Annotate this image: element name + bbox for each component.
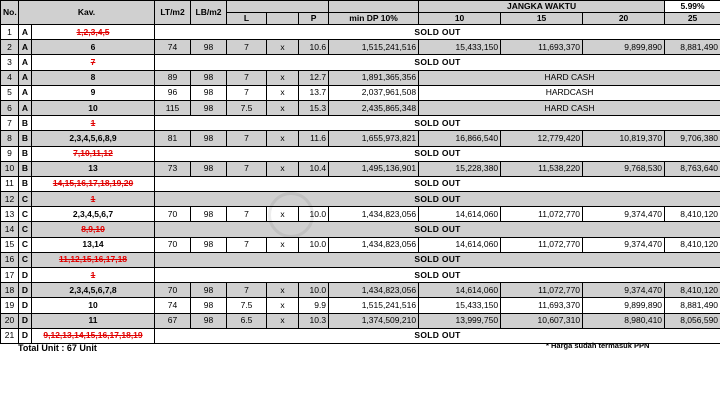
installment-15y: 11,072,770 <box>501 237 583 252</box>
kavling-numbers: 9 <box>32 85 155 100</box>
sold-out-label: SOLD OUT <box>155 328 720 343</box>
table-row <box>1 55 720 70</box>
table-row <box>1 207 720 222</box>
watermark-logo <box>268 192 314 238</box>
installment-25y: 8,410,120 <box>665 237 720 252</box>
block-letter: A <box>19 25 32 40</box>
table-row <box>1 298 720 313</box>
kavling-cell <box>32 146 155 161</box>
kavling-sold-numbers: 1 <box>90 117 96 128</box>
col-term-15-header: 15 <box>501 13 583 25</box>
dimension-separator: x <box>267 40 299 55</box>
col-lb-header: LB/m2 <box>191 1 227 25</box>
installment-20y: 9,374,470 <box>583 283 665 298</box>
col-no-header: No. <box>1 1 19 25</box>
building-area: 98 <box>191 237 227 252</box>
min-down-payment: 1,374,509,210 <box>329 313 419 328</box>
installment-15y: 11,693,370 <box>501 298 583 313</box>
installment-15y: 11,072,770 <box>501 283 583 298</box>
min-down-payment: 1,434,823,056 <box>329 207 419 222</box>
min-down-payment: 1,515,241,516 <box>329 40 419 55</box>
building-area: 98 <box>191 313 227 328</box>
lot-length: 10.0 <box>299 207 329 222</box>
land-area: 70 <box>155 207 191 222</box>
land-area: 67 <box>155 313 191 328</box>
block-letter: B <box>19 116 32 131</box>
dimension-separator: x <box>267 313 299 328</box>
col-kav-header: Kav. <box>19 1 155 25</box>
lot-width: 7 <box>227 40 267 55</box>
col-term-25-header: 25 <box>665 13 720 25</box>
kavling-numbers: 6 <box>32 40 155 55</box>
kavling-cell <box>32 222 155 237</box>
building-area: 98 <box>191 70 227 85</box>
installment-15y: 11,693,370 <box>501 40 583 55</box>
installment-25y: 8,881,490 <box>665 40 720 55</box>
dimension-separator: x <box>267 298 299 313</box>
installment-20y: 9,374,470 <box>583 207 665 222</box>
table-row <box>1 252 720 267</box>
kavling-numbers: 2,3,4,5,6,8,9 <box>32 131 155 146</box>
row-number: 8 <box>1 131 19 146</box>
kavling-numbers: 13,14 <box>32 237 155 252</box>
kavling-numbers: 13 <box>32 161 155 176</box>
table-row <box>1 25 720 40</box>
installment-15y: 11,538,220 <box>501 161 583 176</box>
min-down-payment: 1,515,241,516 <box>329 298 419 313</box>
installment-15y: 11,072,770 <box>501 207 583 222</box>
sold-out-label: SOLD OUT <box>155 222 720 237</box>
row-number: 7 <box>1 116 19 131</box>
block-letter: A <box>19 100 32 115</box>
lot-width: 6.5 <box>227 313 267 328</box>
row-number: 6 <box>1 100 19 115</box>
table-row <box>1 268 720 283</box>
block-letter: B <box>19 131 32 146</box>
installment-10y: 15,433,150 <box>419 298 501 313</box>
installment-20y: 9,374,470 <box>583 237 665 252</box>
kavling-numbers: 2,3,4,5,6,7,8 <box>32 283 155 298</box>
lot-width: 7 <box>227 85 267 100</box>
sold-out-label: SOLD OUT <box>155 268 720 283</box>
lot-width: 7 <box>227 283 267 298</box>
installment-10y: 15,228,380 <box>419 161 501 176</box>
min-down-payment: 1,655,973,821 <box>329 131 419 146</box>
block-letter: A <box>19 55 32 70</box>
block-letter: D <box>19 298 32 313</box>
lot-width: 7 <box>227 70 267 85</box>
block-letter: B <box>19 146 32 161</box>
dp-header-blank <box>329 1 419 13</box>
installment-10y: 15,433,150 <box>419 40 501 55</box>
table-row <box>1 222 720 237</box>
kavling-cell <box>32 176 155 191</box>
table-row <box>1 176 720 191</box>
installment-25y: 8,056,590 <box>665 313 720 328</box>
lot-length: 10.3 <box>299 313 329 328</box>
installment-10y: 13,999,750 <box>419 313 501 328</box>
dim-header-blank <box>227 1 329 13</box>
installment-10y: 14,614,060 <box>419 237 501 252</box>
kavling-numbers: 10 <box>32 298 155 313</box>
lot-length: 10.6 <box>299 40 329 55</box>
kavling-cell <box>32 252 155 267</box>
table-row <box>1 70 720 85</box>
hard-cash-label: HARDCASH <box>419 85 720 100</box>
row-number: 9 <box>1 146 19 161</box>
land-area: 74 <box>155 40 191 55</box>
row-number: 4 <box>1 70 19 85</box>
col-term-20-header: 20 <box>583 13 665 25</box>
lot-length: 10.0 <box>299 283 329 298</box>
dimension-separator: x <box>267 70 299 85</box>
table-row <box>1 313 720 328</box>
building-area: 98 <box>191 131 227 146</box>
installment-20y: 9,768,530 <box>583 161 665 176</box>
installment-10y: 14,614,060 <box>419 283 501 298</box>
kavling-sold-numbers: 1,2,3,4,5 <box>76 26 110 37</box>
row-number: 16 <box>1 252 19 267</box>
kavling-cell <box>32 268 155 283</box>
installment-15y: 10,607,310 <box>501 313 583 328</box>
hard-cash-label: HARD CASH <box>419 70 720 85</box>
block-letter: D <box>19 268 32 283</box>
building-area: 98 <box>191 161 227 176</box>
row-number: 14 <box>1 222 19 237</box>
dimension-separator: x <box>267 161 299 176</box>
ppn-note: * Harga sudah termasuk PPN <box>546 341 650 350</box>
min-down-payment: 1,434,823,056 <box>329 237 419 252</box>
row-number: 11 <box>1 176 19 191</box>
min-down-payment: 1,434,823,056 <box>329 283 419 298</box>
kavling-cell <box>32 55 155 70</box>
row-number: 3 <box>1 55 19 70</box>
installment-25y: 8,410,120 <box>665 283 720 298</box>
lot-length: 9.9 <box>299 298 329 313</box>
header-row <box>1 1 720 13</box>
col-term-10-header: 10 <box>419 13 501 25</box>
interest-rate: 5.99% <box>665 1 720 13</box>
installment-25y: 9,706,380 <box>665 131 720 146</box>
installment-10y: 16,866,540 <box>419 131 501 146</box>
col-p-header: P <box>299 13 329 25</box>
table-row <box>1 161 720 176</box>
kavling-sold-numbers: 1 <box>90 193 96 204</box>
row-number: 21 <box>1 328 19 343</box>
table-row <box>1 131 720 146</box>
lot-width: 7.5 <box>227 298 267 313</box>
kavling-cell <box>32 25 155 40</box>
building-area: 98 <box>191 298 227 313</box>
row-number: 12 <box>1 192 19 207</box>
block-letter: C <box>19 237 32 252</box>
row-number: 18 <box>1 283 19 298</box>
dimension-separator: x <box>267 131 299 146</box>
land-area: 70 <box>155 283 191 298</box>
installment-15y: 12,779,420 <box>501 131 583 146</box>
col-l-header: L <box>227 13 267 25</box>
sold-out-label: SOLD OUT <box>155 192 720 207</box>
block-letter: C <box>19 252 32 267</box>
col-x-header <box>267 13 299 25</box>
sold-out-label: SOLD OUT <box>155 176 720 191</box>
lot-length: 10.4 <box>299 161 329 176</box>
building-area: 98 <box>191 207 227 222</box>
table-row <box>1 146 720 161</box>
block-letter: D <box>19 328 32 343</box>
dimension-separator: x <box>267 207 299 222</box>
land-area: 70 <box>155 237 191 252</box>
installment-20y: 10,819,370 <box>583 131 665 146</box>
installment-20y: 9,899,890 <box>583 298 665 313</box>
building-area: 98 <box>191 283 227 298</box>
row-number: 20 <box>1 313 19 328</box>
table-row <box>1 116 720 131</box>
row-number: 5 <box>1 85 19 100</box>
kavling-sold-numbers: 11,12,15,16,17,18 <box>58 254 128 265</box>
kavling-numbers: 2,3,4,5,6,7 <box>32 207 155 222</box>
col-lt-header: LT/m2 <box>155 1 191 25</box>
kavling-cell <box>32 116 155 131</box>
block-letter: B <box>19 176 32 191</box>
lot-length: 15.3 <box>299 100 329 115</box>
min-down-payment: 1,495,136,901 <box>329 161 419 176</box>
row-number: 10 <box>1 161 19 176</box>
min-down-payment: 1,891,365,356 <box>329 70 419 85</box>
dimension-separator: x <box>267 237 299 252</box>
block-letter: A <box>19 40 32 55</box>
row-number: 19 <box>1 298 19 313</box>
sold-out-label: SOLD OUT <box>155 252 720 267</box>
min-down-payment: 2,435,865,348 <box>329 100 419 115</box>
installment-20y: 8,980,410 <box>583 313 665 328</box>
kavling-sold-numbers: 7,10,11,12 <box>73 148 113 159</box>
lot-width: 7 <box>227 161 267 176</box>
min-down-payment: 2,037,961,508 <box>329 85 419 100</box>
row-number: 13 <box>1 207 19 222</box>
lot-length: 13.7 <box>299 85 329 100</box>
installment-20y: 9,899,890 <box>583 40 665 55</box>
sold-out-label: SOLD OUT <box>155 116 720 131</box>
sold-out-label: SOLD OUT <box>155 25 720 40</box>
row-number: 1 <box>1 25 19 40</box>
land-area: 115 <box>155 100 191 115</box>
dimension-separator: x <box>267 100 299 115</box>
land-area: 89 <box>155 70 191 85</box>
sold-out-label: SOLD OUT <box>155 146 720 161</box>
block-letter: D <box>19 313 32 328</box>
table-row <box>1 100 720 115</box>
kavling-sold-numbers: 8,9,10 <box>81 224 105 235</box>
building-area: 98 <box>191 40 227 55</box>
block-letter: C <box>19 222 32 237</box>
lot-length: 10.0 <box>299 237 329 252</box>
kavling-cell <box>32 328 155 343</box>
kavling-sold-numbers: 1 <box>90 269 96 280</box>
block-letter: C <box>19 207 32 222</box>
building-area: 98 <box>191 85 227 100</box>
kavling-sold-numbers: 14,15,16,17,18,19,20 <box>52 178 134 189</box>
lot-length: 12.7 <box>299 70 329 85</box>
total-units: Total Unit : 67 Unit <box>18 343 97 353</box>
land-area: 81 <box>155 131 191 146</box>
installment-25y: 8,410,120 <box>665 207 720 222</box>
kavling-cell <box>32 192 155 207</box>
lot-width: 7 <box>227 207 267 222</box>
building-area: 98 <box>191 100 227 115</box>
kavling-numbers: 8 <box>32 70 155 85</box>
hard-cash-label: HARD CASH <box>419 100 720 115</box>
land-area: 73 <box>155 161 191 176</box>
kavling-numbers: 11 <box>32 313 155 328</box>
installment-10y: 14,614,060 <box>419 207 501 222</box>
lot-width: 7 <box>227 131 267 146</box>
table-row <box>1 40 720 55</box>
row-number: 15 <box>1 237 19 252</box>
row-number: 2 <box>1 40 19 55</box>
block-letter: D <box>19 283 32 298</box>
block-letter: A <box>19 70 32 85</box>
jangka-waktu-header: JANGKA WAKTU <box>419 1 665 13</box>
table-row <box>1 237 720 252</box>
lot-width: 7 <box>227 237 267 252</box>
lot-width: 7.5 <box>227 100 267 115</box>
table-row <box>1 192 720 207</box>
installment-25y: 8,881,490 <box>665 298 720 313</box>
table-row <box>1 85 720 100</box>
lot-length: 11.6 <box>299 131 329 146</box>
kavling-numbers: 10 <box>32 100 155 115</box>
row-number: 17 <box>1 268 19 283</box>
land-area: 96 <box>155 85 191 100</box>
installment-25y: 8,763,640 <box>665 161 720 176</box>
col-dp-header: min DP 10% <box>329 13 419 25</box>
kavling-sold-numbers: 7 <box>90 56 96 67</box>
table-row <box>1 283 720 298</box>
block-letter: A <box>19 85 32 100</box>
dimension-separator: x <box>267 283 299 298</box>
land-area: 74 <box>155 298 191 313</box>
block-letter: C <box>19 192 32 207</box>
dimension-separator: x <box>267 85 299 100</box>
block-letter: B <box>19 161 32 176</box>
sold-out-label: SOLD OUT <box>155 55 720 70</box>
kavling-sold-numbers: 9,12,13,14,15,16,17,18,19 <box>43 330 143 341</box>
